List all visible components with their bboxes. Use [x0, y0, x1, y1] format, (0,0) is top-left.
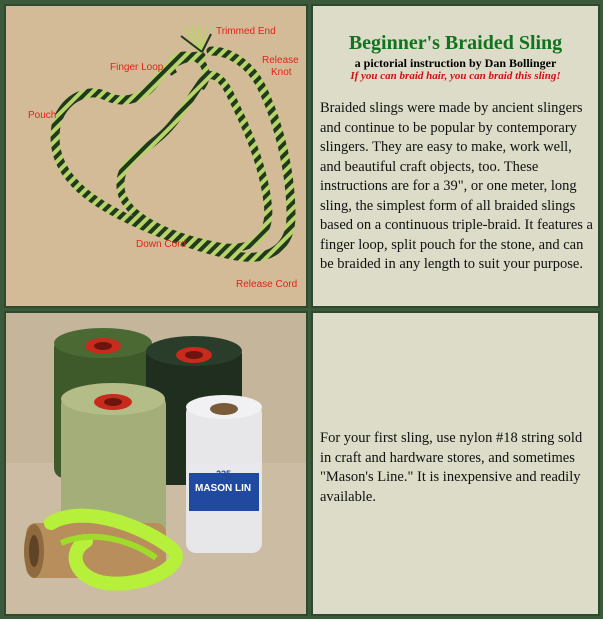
spool-label-text: MASON LIN [195, 483, 252, 494]
label-release-knot-line1: Release [262, 55, 299, 66]
label-release-cord: Release Cord [236, 279, 298, 290]
label-trimmed-end: Trimmed End [216, 26, 276, 37]
sling-photo [4, 4, 308, 308]
label-release-knot-line2: Knot [271, 67, 292, 78]
intro-panel [311, 4, 600, 308]
page-title: Beginner's Braided Sling [348, 32, 563, 54]
intro-paragraph: Braided slings were made by ancient slingers and continue to be popular by contemporary slingers. They are easy to make, work well, and beautiful craft objects, too. These instructions are for a 39", or one meter, long sling, the simplest form of all braided slings based on a continuous triple-braid. It features a finger loop, split pouch for the stone, and can be braided in any length to suit your purpose. [320, 100, 593, 272]
tagline: If you can braid hair, you can braid this sling! [350, 70, 561, 82]
spools-photo [4, 311, 308, 616]
sling-illustration [6, 6, 306, 306]
label-down-cord: Down Cord [136, 239, 187, 250]
materials-panel [311, 311, 600, 616]
materials-paragraph: For your first sling, use nylon #18 string sold in craft and hardware stores, and sometimes "Mason's Line." It is inexpensive and readily available. [320, 430, 583, 505]
byline: a pictorial instruction by Dan Bollinger [354, 56, 557, 70]
label-finger-loop: Finger Loop [110, 62, 164, 73]
spool-brand-number: 225 [216, 469, 232, 479]
label-pouch: Pouch [28, 110, 57, 121]
spools-illustration [6, 313, 306, 614]
